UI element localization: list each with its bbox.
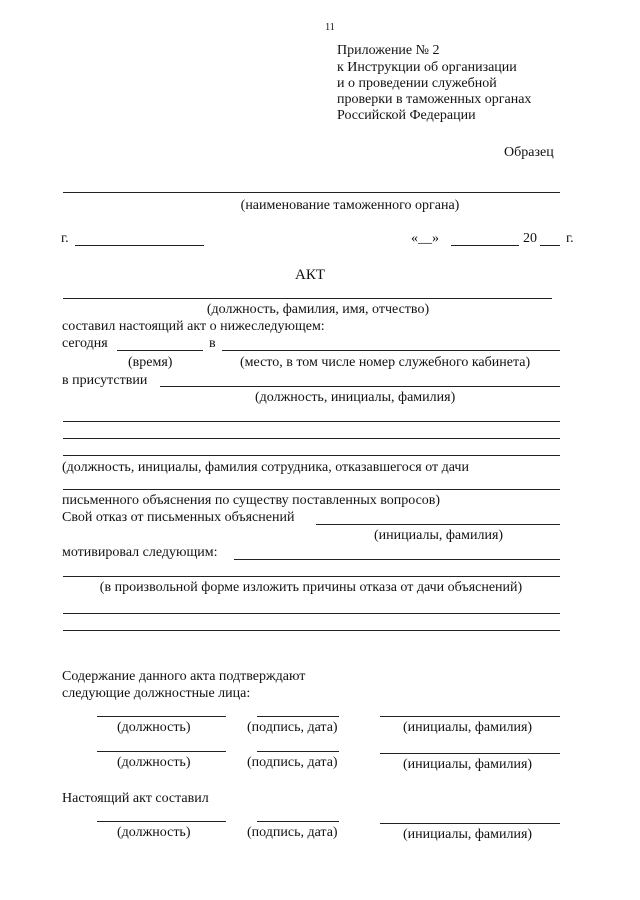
refusal-name-caption: (инициалы, фамилия)	[374, 528, 504, 543]
place-caption: (место, в том числе номер служебного кабинета)	[240, 355, 531, 370]
document-title: АКТ	[295, 267, 325, 283]
reasons-caption: (в произвольной форме изложить причины отказа от дачи объяснений)	[99, 580, 523, 595]
time-line	[117, 350, 203, 351]
blank-line	[63, 630, 560, 631]
presence-line	[160, 386, 560, 387]
sample-label: Образец	[504, 145, 554, 160]
signature-position-line	[97, 821, 226, 822]
position-line	[63, 298, 552, 299]
signature-sign-caption: (подпись, дата)	[247, 825, 338, 840]
blank-line	[63, 455, 560, 456]
presence-label: в присутствии	[62, 373, 148, 388]
time-caption: (время)	[128, 355, 173, 370]
blank-line	[63, 438, 560, 439]
motivation-line	[234, 559, 560, 560]
date-year-line	[540, 245, 560, 246]
intro-text: составил настоящий акт о нижеследующем:	[62, 319, 325, 334]
presence-caption: (должность, инициалы, фамилия)	[255, 390, 456, 405]
blank-line	[63, 576, 560, 577]
appendix-line-1: Приложение № 2	[337, 43, 440, 58]
signature-sign-line	[257, 716, 339, 717]
in-label: в	[209, 336, 216, 351]
page-number: 11	[325, 22, 335, 33]
signature-position-line	[97, 716, 226, 717]
signature-position-line	[97, 751, 226, 752]
signature-sign-line	[257, 751, 339, 752]
confirm-line-1: Содержание данного акта подтверждают	[62, 669, 306, 684]
composed-by-label: Настоящий акт составил	[62, 791, 209, 806]
date-year-suffix: г.	[566, 231, 574, 246]
appendix-line-4: проверки в таможенных органах	[337, 92, 532, 107]
refusal-text: Свой отказ от письменных объяснений	[62, 510, 295, 525]
signature-sign-caption: (подпись, дата)	[247, 720, 338, 735]
signature-initials-caption: (инициалы, фамилия)	[403, 827, 533, 842]
signature-initials-line	[380, 753, 560, 754]
blank-line	[63, 613, 560, 614]
signature-initials-line	[380, 823, 560, 824]
customs-body-line	[63, 192, 560, 193]
confirm-line-2: следующие должностные лица:	[62, 686, 251, 701]
today-label: сегодня	[62, 336, 108, 351]
date-month-line	[451, 245, 519, 246]
motivated-label: мотивировал следующим:	[62, 545, 218, 560]
signature-position-caption: (должность)	[117, 755, 191, 770]
appendix-line-5: Российской Федерации	[337, 108, 476, 123]
signature-sign-caption: (подпись, дата)	[247, 755, 338, 770]
position-caption: (должность, фамилия, имя, отчество)	[206, 302, 430, 317]
customs-body-caption: (наименование таможенного органа)	[240, 198, 460, 213]
place-line	[222, 350, 560, 351]
city-line	[75, 245, 204, 246]
signature-position-caption: (должность)	[117, 720, 191, 735]
refusal-caption-2: письменного объяснения по существу поставленных вопросов)	[62, 493, 441, 508]
city-prefix: г.	[61, 231, 69, 246]
blank-line	[63, 489, 560, 490]
date-year-prefix: 20	[523, 231, 537, 246]
signature-initials-caption: (инициалы, фамилия)	[403, 757, 533, 772]
appendix-line-2: к Инструкции об организации	[337, 60, 517, 75]
signature-position-caption: (должность)	[117, 825, 191, 840]
signature-initials-line	[380, 716, 560, 717]
signature-sign-line	[257, 821, 339, 822]
refusal-name-line	[316, 524, 560, 525]
appendix-line-3: и о проведении служебной	[337, 76, 497, 91]
blank-line	[63, 421, 560, 422]
refusal-caption-1: (должность, инициалы, фамилия сотрудника, отказавшегося от дачи	[62, 460, 469, 475]
date-day: «__»	[411, 231, 439, 246]
signature-initials-caption: (инициалы, фамилия)	[403, 720, 533, 735]
